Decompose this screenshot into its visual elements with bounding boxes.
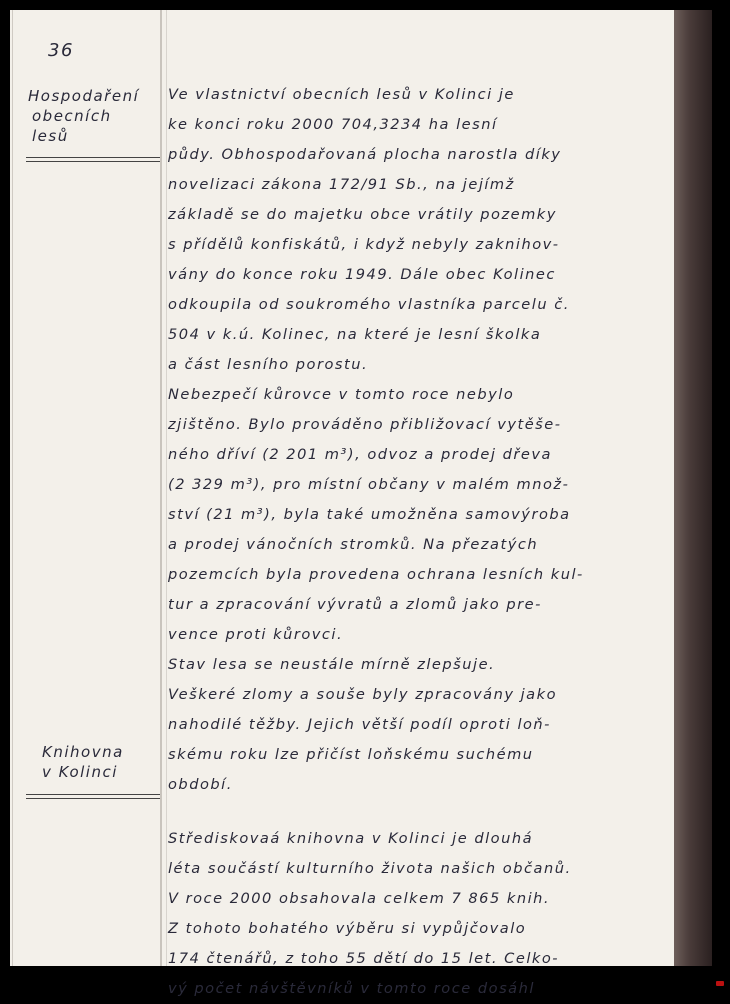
text-line: Nebezpečí kůrovce v tomto roce nebylo [168, 386, 515, 403]
text-line: tur a zpracování vývratů a zlomů jako pre- [168, 596, 542, 613]
margin-line [160, 10, 162, 966]
page-number: 36 [48, 40, 74, 61]
text-line: období. [168, 776, 233, 793]
margin-line-secondary [166, 10, 167, 966]
heading-underline [26, 794, 160, 795]
text-line: (2 329 m³), pro místní občany v malém množ- [168, 476, 570, 493]
text-line: vý počet návštěvníků v tomto roce dosáhl [168, 980, 535, 997]
margin-heading-forestry [28, 86, 156, 146]
text-line: odkoupila od soukromého vlastníka parcelu č. [168, 296, 570, 313]
text-line: nahodilé těžby. Jejich větší podíl oproti loň- [168, 716, 551, 733]
text-line: zjištěno. Bylo prováděno přibližovací vytěše- [168, 416, 562, 433]
text-line: ství (21 m³), byla také umožněna samovýroba [168, 506, 571, 523]
text-line: Veškeré zlomy a souše byly zpracovány jako [168, 686, 558, 703]
heading-line: v Kolinci [42, 763, 118, 781]
text-line: a prodej vánočních stromků. Na přezatých [168, 536, 539, 553]
heading-line: Knihovna [42, 743, 124, 761]
scan-marker [716, 981, 724, 986]
text-line: skému roku lze přičíst loňskému suchému [168, 746, 534, 763]
text-line: Stav lesa se neustále mírně zlepšuje. [168, 656, 496, 673]
text-line: vány do konce roku 1949. Dále obec Kolinec [168, 266, 556, 283]
heading-line: obecních [32, 107, 112, 125]
text-line: ke konci roku 2000 704,3234 ha lesní [168, 116, 498, 133]
text-line: novelizaci zákona 172/91 Sb., na jejímž [168, 176, 515, 193]
text-line: a část lesního porostu. [168, 356, 369, 373]
notebook-page [10, 10, 674, 997]
heading-underline [26, 157, 160, 158]
text-line: základě se do majetku obce vrátily pozemky [168, 206, 557, 223]
body-text [168, 80, 668, 1004]
text-line: s přídělů konfiskátů, i když nebyly zaknihov- [168, 236, 560, 253]
text-line: Z tohoto bohatého výběru si vypůjčovalo [168, 920, 527, 937]
text-line: vence proti kůrovci. [168, 626, 344, 643]
text-line: ného dříví (2 201 m³), odvoz a prodej dřeva [168, 446, 552, 463]
text-line: pozemcích byla provedena ochrana lesních kul- [168, 566, 584, 583]
text-line: 504 v k.ú. Kolinec, na které je lesní školka [168, 326, 542, 343]
text-line: léta součástí kulturního života našich občanů. [168, 860, 572, 877]
book-spine [674, 10, 712, 966]
heading-line: lesů [32, 127, 69, 145]
heading-underline [26, 798, 160, 799]
text-line: Ve vlastnictví obecních lesů v Kolinci je [168, 86, 515, 103]
heading-line: Hospodaření [28, 87, 140, 105]
heading-underline [26, 161, 160, 162]
text-line: 174 čtenářů, z toho 55 dětí do 15 let. Celko- [168, 950, 560, 967]
text-line: V roce 2000 obsahovala celkem 7 865 knih. [168, 890, 551, 907]
text-line: Střediskovaá knihovna v Kolinci je dlouhá [168, 830, 534, 847]
text-line: půdy. Obhospodařovaná plocha narostla díky [168, 146, 562, 163]
page-edge-line [12, 10, 13, 966]
margin-heading-library [28, 742, 156, 782]
